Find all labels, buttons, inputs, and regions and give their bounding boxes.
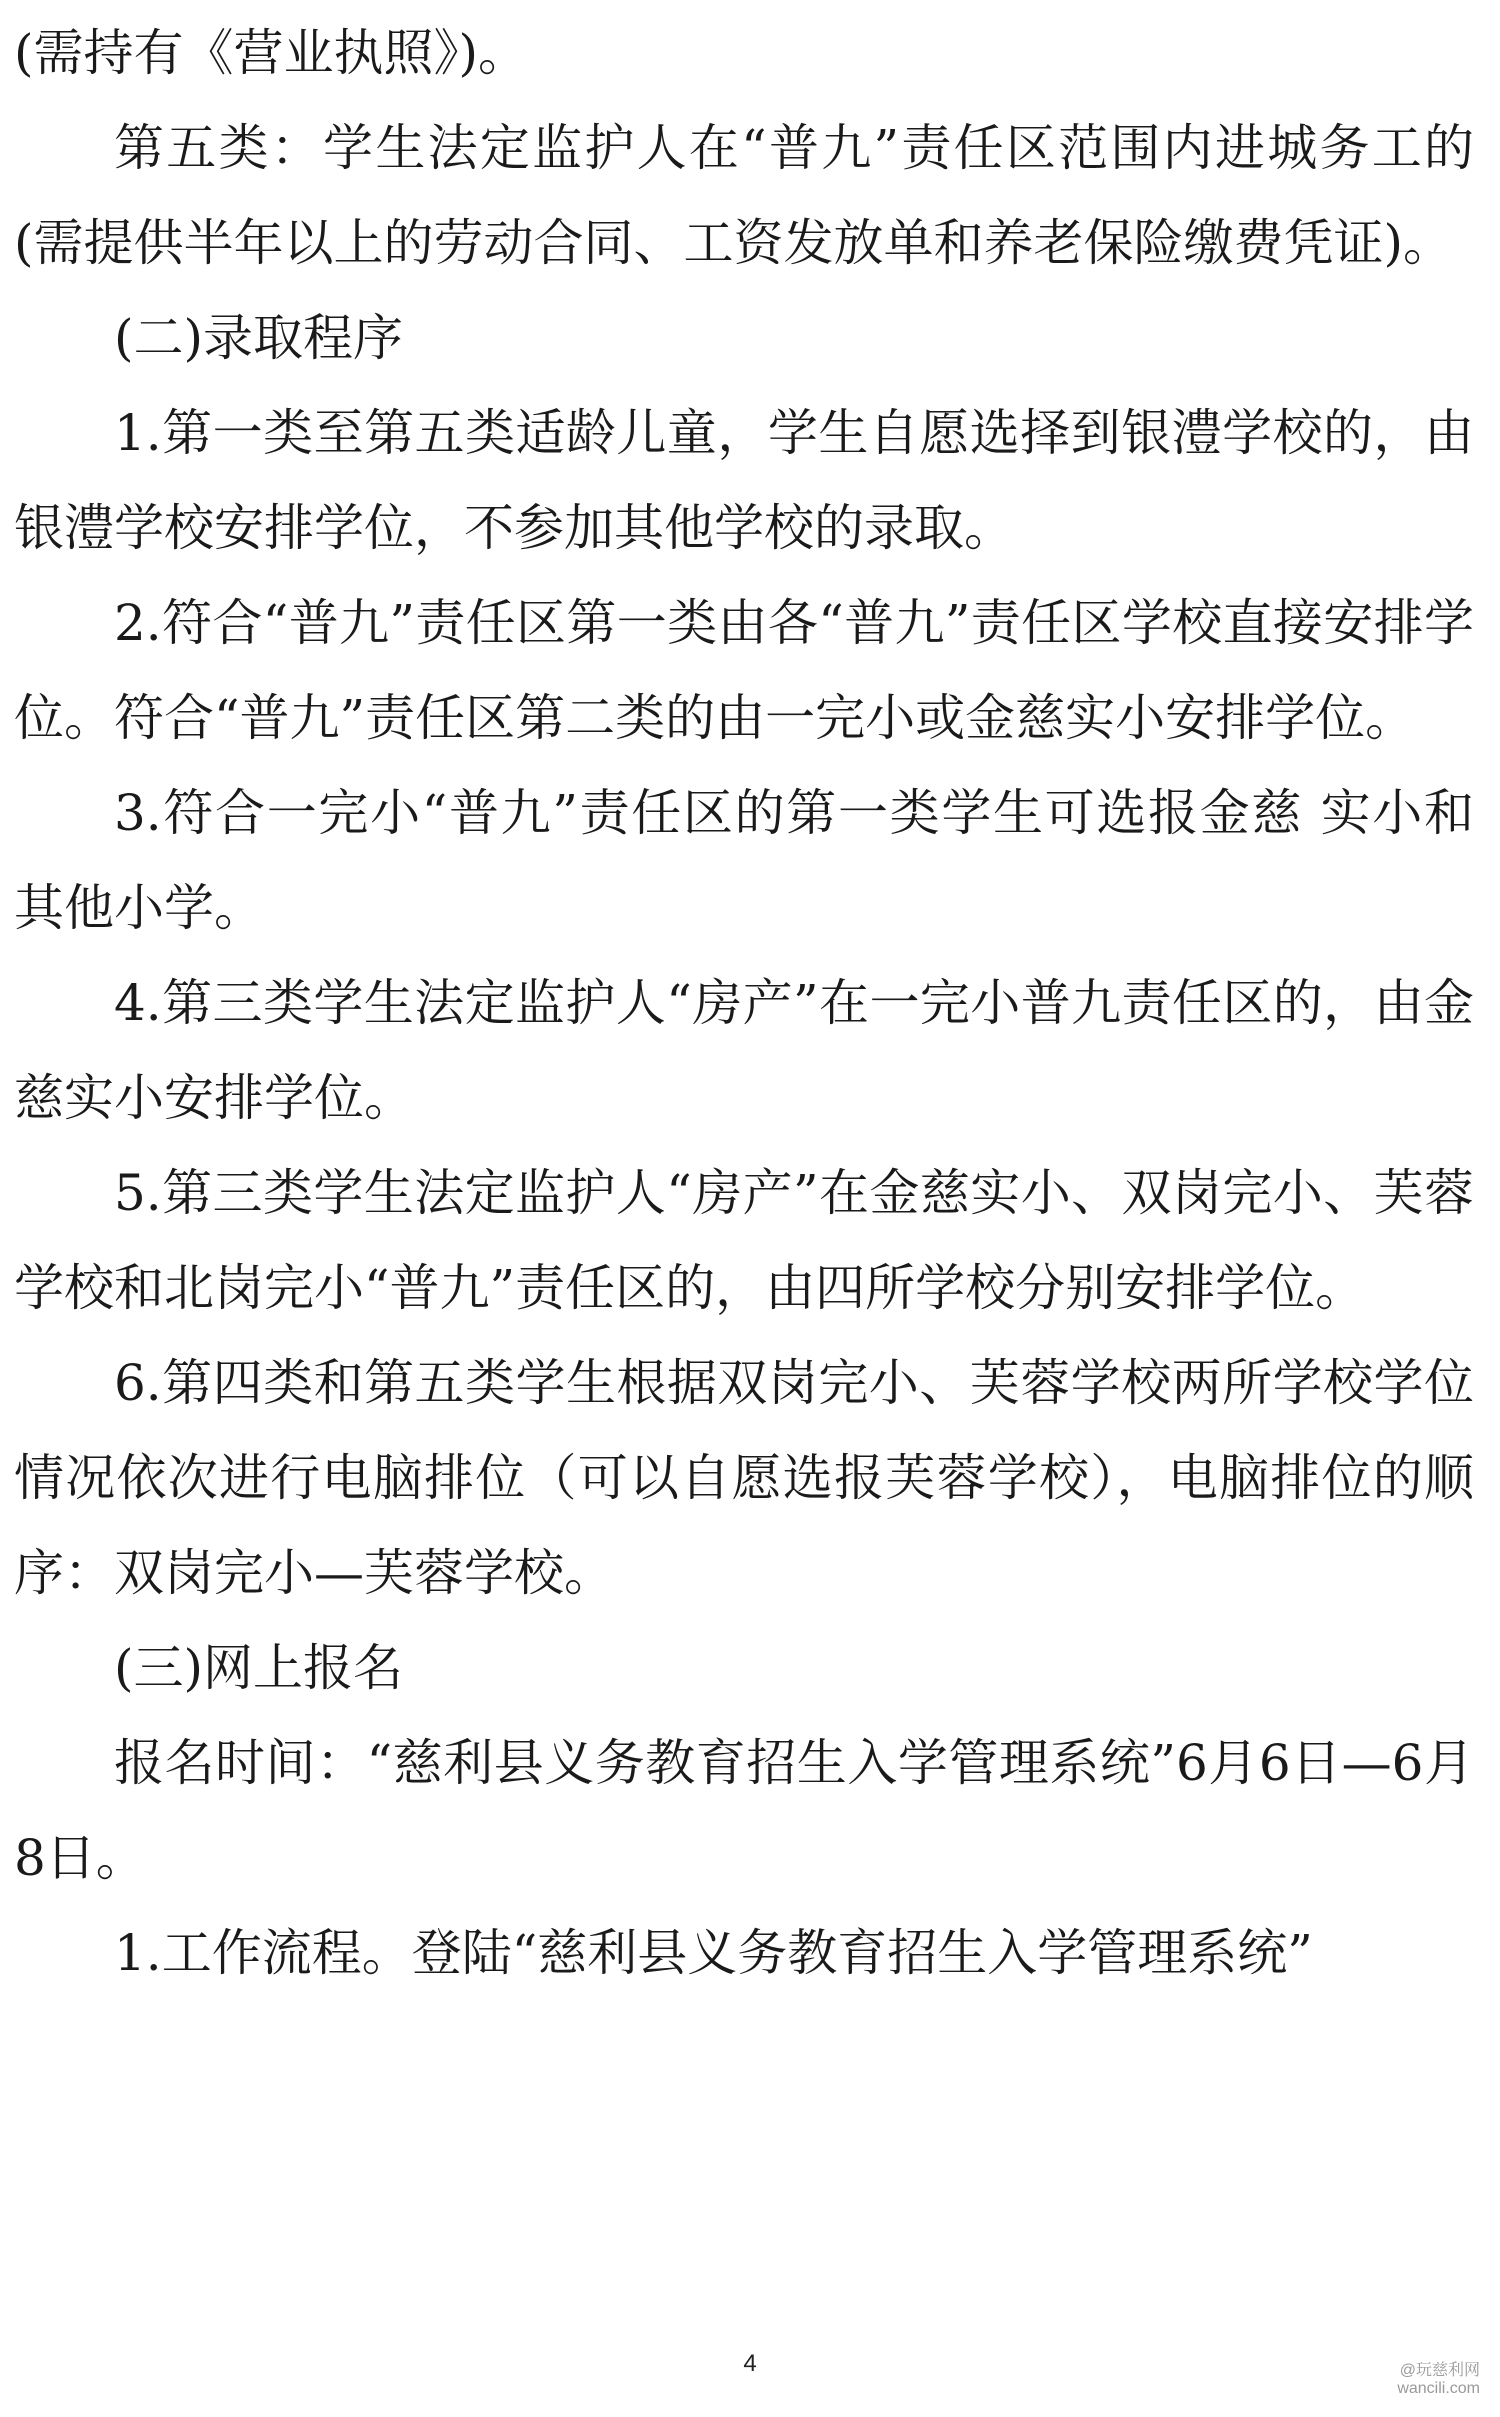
section-heading-admission-procedure: (二)录取程序: [114, 309, 404, 367]
paragraph-category-five: 第五类：学生法定监护人在“普九”责任区范围内进城务工的(需提供半年以上的劳动合同、工资发放单和养老保险缴费凭证)。: [14, 119, 1474, 272]
watermark-line-1: @玩慈利网: [1399, 2362, 1480, 2379]
paragraph-registration-time: 报名时间：“慈利县义务教育招生入学管理系统”6月6日—6月8日。: [14, 1734, 1474, 1887]
watermark: [1397, 2362, 1480, 2398]
paragraph-continuation: (需持有《营业执照》)。: [14, 24, 529, 82]
paragraph-item-2: 2.符合“普九”责任区第一类由各“普九”责任区学校直接安排学位。符合“普九”责任区第二类的由一完小或金慈实小安排学位。: [14, 594, 1474, 747]
paragraph-item-6: 6.第四类和第五类学生根据双岗完小、芙蓉学校两所学校学位情况依次进行电脑排位（可以自愿选报芙蓉学校），电脑排位的顺序：双岗完小—芙蓉学校。: [14, 1354, 1474, 1602]
document-body: [14, 6, 1474, 2001]
paragraph-item-3: 3.符合一完小“普九”责任区的第一类学生可选报金慈 实小和其他小学。: [14, 784, 1474, 937]
section-heading-online-registration: (三)网上报名: [114, 1639, 404, 1697]
paragraph-item-5: 5.第三类学生法定监护人“房产”在金慈实小、双岗完小、芙蓉学校和北岗完小“普九”责任区的，由四所学校分别安排学位。: [14, 1164, 1474, 1317]
paragraph-item-4: 4.第三类学生法定监护人“房产”在一完小普九责任区的，由金慈实小安排学位。: [14, 974, 1474, 1127]
paragraph-workflow: 1.工作流程。登陆“慈利县义务教育招生入学管理系统”: [114, 1924, 1313, 1982]
page-number: 4: [743, 2350, 757, 2377]
paragraph-item-1: 1.第一类至第五类适龄儿童，学生自愿选择到银澧学校的，由银澧学校安排学位，不参加其他学校的录取。: [14, 404, 1474, 557]
watermark-line-2: wancili.com: [1397, 2380, 1480, 2397]
